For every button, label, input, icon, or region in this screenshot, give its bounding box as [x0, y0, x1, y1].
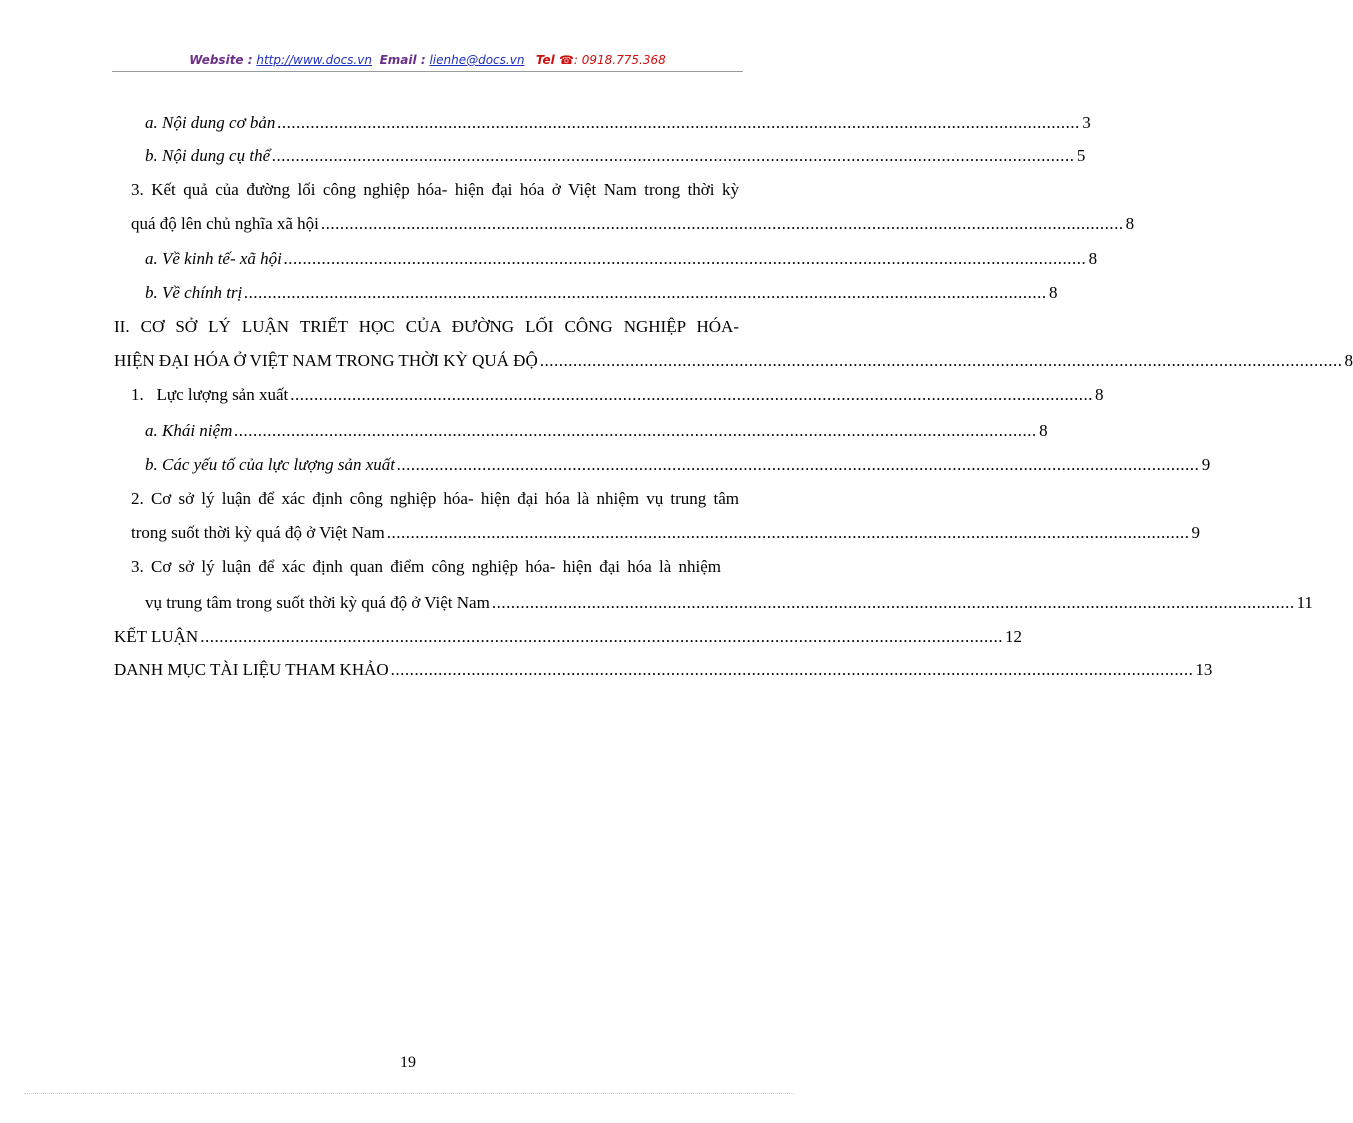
toc-entry-line[interactable] — [131, 177, 739, 203]
toc-entry[interactable] — [131, 520, 1200, 546]
toc-page-number: 9 — [1201, 455, 1211, 474]
toc-entry-text: vụ trung tâm trong suốt thời kỳ quá độ ở Việt Nam — [145, 593, 490, 612]
toc-page-number: 12 — [1004, 627, 1022, 646]
website-link[interactable]: http://www.docs.vn — [256, 53, 372, 67]
toc-entry[interactable] — [131, 211, 1135, 237]
toc-page-number: 8 — [1125, 214, 1135, 233]
toc-entry[interactable] — [145, 418, 1048, 444]
tel-value: : 0918.775.368 — [573, 53, 666, 67]
toc-leader-dots: ......................................................................................................................................................................... — [386, 523, 1190, 542]
toc-leader-dots: ......................................................................................................................................................................... — [397, 455, 1200, 474]
page-number: 19 — [400, 1054, 416, 1071]
email-label: Email — [379, 53, 417, 67]
toc-entry-text: 3. Kết quả của đường lối công nghiệp hóa- hiện đại hóa ở Việt Nam trong thời kỳ — [131, 180, 739, 199]
toc-entry[interactable] — [114, 348, 1353, 374]
toc-entry-line[interactable] — [114, 314, 739, 340]
toc-page-number: 8 — [1049, 283, 1058, 302]
page-header — [112, 50, 743, 70]
toc-entry[interactable] — [145, 452, 1211, 478]
toc-entry-text: b. Nội dung cụ thể — [145, 146, 271, 165]
toc-leader-dots: ......................................................................................................................................................................... — [200, 627, 1003, 646]
toc-entry-text: a. Khái niệm — [145, 421, 233, 440]
toc-page-number: 13 — [1195, 660, 1213, 679]
toc-entry-text: b. Các yếu tố của lực lượng sản xuất — [145, 455, 395, 474]
toc-leader-dots: ......................................................................................................................................................................... — [320, 214, 1124, 233]
toc-page-number: 3 — [1082, 113, 1091, 132]
toc-leader-dots: ......................................................................................................................................................................... — [283, 249, 1087, 268]
toc-entry-line[interactable] — [131, 486, 739, 512]
toc-entry[interactable] — [145, 246, 1098, 272]
toc-entry-text: a. Nội dung cơ bản — [145, 113, 276, 132]
toc-entry-line[interactable] — [131, 554, 721, 580]
toc-page-number: 8 — [1088, 249, 1098, 268]
website-label: Website : — [189, 53, 253, 67]
toc-entry-text: HIỆN ĐẠI HÓA Ở VIỆT NAM TRONG THỜI KỲ QUÁ ĐỘ — [114, 351, 538, 370]
tel-label: Tel ☎ — [535, 53, 574, 67]
toc-entry-text: DANH MỤC TÀI LIỆU THAM KHẢO — [114, 660, 389, 679]
toc-entry-text: 2. Cơ sở lý luận để xác định công nghiệp hóa- hiện đại hóa là nhiệm vụ trung tâm — [131, 489, 739, 508]
email-separator: : — [416, 53, 426, 67]
toc-entry[interactable] — [145, 110, 1091, 136]
toc-page-number: 5 — [1076, 146, 1086, 165]
toc-leader-dots: ......................................................................................................................................................................... — [539, 351, 1343, 370]
toc-entry-text: 3. Cơ sở lý luận để xác định quan điểm công nghiệp hóa- hiện đại hóa là nhiệm — [131, 557, 721, 576]
toc-entry-text: b. Về chính trị — [145, 283, 243, 302]
email-link[interactable]: lienhe@docs.vn — [429, 53, 525, 67]
toc-entry[interactable] — [145, 590, 1313, 616]
toc-leader-dots: ......................................................................................................................................................................... — [234, 421, 1038, 440]
toc-entry-text: quá độ lên chủ nghĩa xã hội — [131, 214, 319, 233]
toc-entry[interactable] — [145, 280, 1058, 306]
toc-entry-text: KẾT LUẬN — [114, 627, 199, 646]
toc-page-number: 8 — [1039, 421, 1048, 440]
toc-entry[interactable] — [114, 624, 1022, 650]
toc-page-number: 9 — [1191, 523, 1200, 542]
toc-entry-text: 1. Lực lượng sản xuất — [131, 385, 289, 404]
toc-entry[interactable] — [114, 657, 1213, 683]
toc-page-number: 8 — [1095, 385, 1104, 404]
toc-entry-text: a. Về kinh tế- xã hội — [145, 249, 282, 268]
toc-leader-dots: ......................................................................................................................................................................... — [390, 660, 1194, 679]
toc-page-number: 8 — [1344, 351, 1353, 370]
toc-leader-dots: ......................................................................................................................................................................... — [277, 113, 1081, 132]
toc-leader-dots: ......................................................................................................................................................................... — [290, 385, 1093, 404]
toc-leader-dots: ......................................................................................................................................................................... — [244, 283, 1048, 302]
toc-entry-text: II. CƠ SỞ LÝ LUẬN TRIẾT HỌC CỦA ĐƯỜNG LỐI CÔNG NGHIỆP HÓA- — [114, 317, 739, 336]
header-divider — [112, 71, 743, 72]
toc-leader-dots: ......................................................................................................................................................................... — [272, 146, 1075, 165]
toc-entry[interactable] — [131, 382, 1104, 408]
footer-divider — [24, 1093, 794, 1094]
toc-entry-text: trong suốt thời kỳ quá độ ở Việt Nam — [131, 523, 385, 542]
toc-entry[interactable] — [145, 143, 1086, 169]
toc-page-number: 11 — [1296, 593, 1313, 612]
toc-leader-dots: ......................................................................................................................................................................... — [491, 593, 1295, 612]
